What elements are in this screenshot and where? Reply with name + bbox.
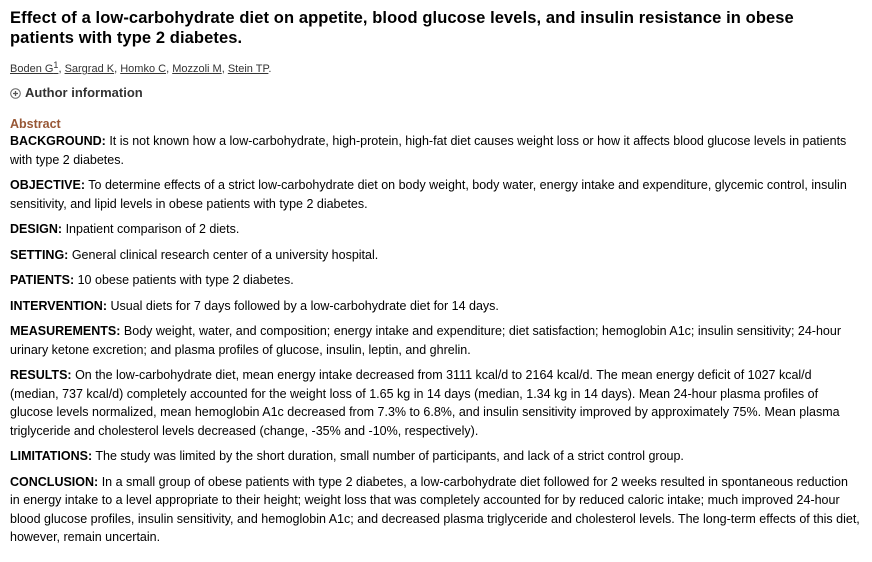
abstract-intervention: INTERVENTION: Usual diets for 7 days followed by a low-carbohydrate diet for 14 days. [10, 298, 499, 313]
abstract-patients: PATIENTS: 10 obese patients with type 2 diabetes. [10, 273, 294, 287]
abstract-background: BACKGROUND: It is not known how a low-carbohydrate, high-protein, high-fat diet causes weight loss or how it affects blood glucose levels in patients with type 2 diabetes. [10, 134, 847, 167]
author-list: Boden $G^1$, Sargrad K, Homko C, Mozzoli M, Stein TP. [10, 60, 272, 75]
abstract-measurements: MEASUREMENTS: Body weight, water, and composition; energy intake and expenditure; diet satisfaction; hemoglobin A1c; insulin sensitivity; 24-hour urinary ketone excretion; and plasma profiles of glucose, insulin, leptin, and ghrelin. [10, 324, 841, 357]
abstract-design: DESIGN: Inpatient comparison of 2 diets. [10, 222, 240, 236]
abstract-limitations: LIMITATIONS: The study was limited by the short duration, small number of participants, and lack of a strict control group. [10, 449, 684, 463]
article-title: Effect of a low-carbohydrate diet on appetite, blood glucose levels, and insulin resistance in obese patients with type 2 diabetes. [10, 9, 794, 47]
plus-circle-icon [10, 87, 21, 98]
abstract-conclusion: CONCLUSION: In a small group of obese patients with type 2 diabetes, a low-carbohydrate diet followed for 2 weeks resulted in spontaneous reduction in energy intake to a level appropriate to their height; weight loss that was completely accounted for by reduced caloric intake; much improved 24-hour blood glucose profiles, insulin sensitivity, and hemoglobin A1c; and decreased plasma triglyceride and cholesterol levels. The long-term effects of this diet, however, remain uncertain. [10, 474, 860, 544]
author-link[interactable]: Sargrad K [64, 63, 115, 75]
abstract-body [10, 132, 860, 547]
author-link[interactable]: Mozzoli M [172, 63, 222, 75]
abstract-heading: Abstract [10, 117, 61, 131]
author-link[interactable]: Boden $G^1$ [10, 60, 59, 75]
abstract-results: RESULTS: On the low-carbohydrate diet, mean energy intake decreased from 3111 kcal/d to 2164 kcal/d. The mean energy deficit of 1027 kcal/d (median, 737 kcal/d) completely accounted for the weight loss of 1.65 kg in 14 days (median, 1.34 kg in 14 days). Mean 24-hour plasma profiles of glucose levels normalized, mean hemoglobin A1c decreased from 7.3% to 6.8%, and insulin sensitivity improved by approximately 75%. Mean plasma triglyceride and cholesterol levels decreased (change, -35% and -10%, respectively). [10, 368, 840, 438]
author-information-label: Author information [25, 85, 143, 100]
abstract-setting: SETTING: General clinical research center of a university hospital. [10, 247, 379, 262]
abstract-objective: OBJECTIVE: To determine effects of a strict low-carbohydrate diet on body weight, body water, energy intake and expenditure, glycemic control, insulin sensitivity, and lipid levels in obese patients with type 2 diabetes. [10, 178, 847, 211]
article-page [10, 8, 860, 547]
author-link[interactable]: Homko C [120, 63, 167, 75]
author-information-toggle[interactable] [10, 85, 170, 100]
author-link[interactable]: Stein TP [227, 63, 269, 75]
